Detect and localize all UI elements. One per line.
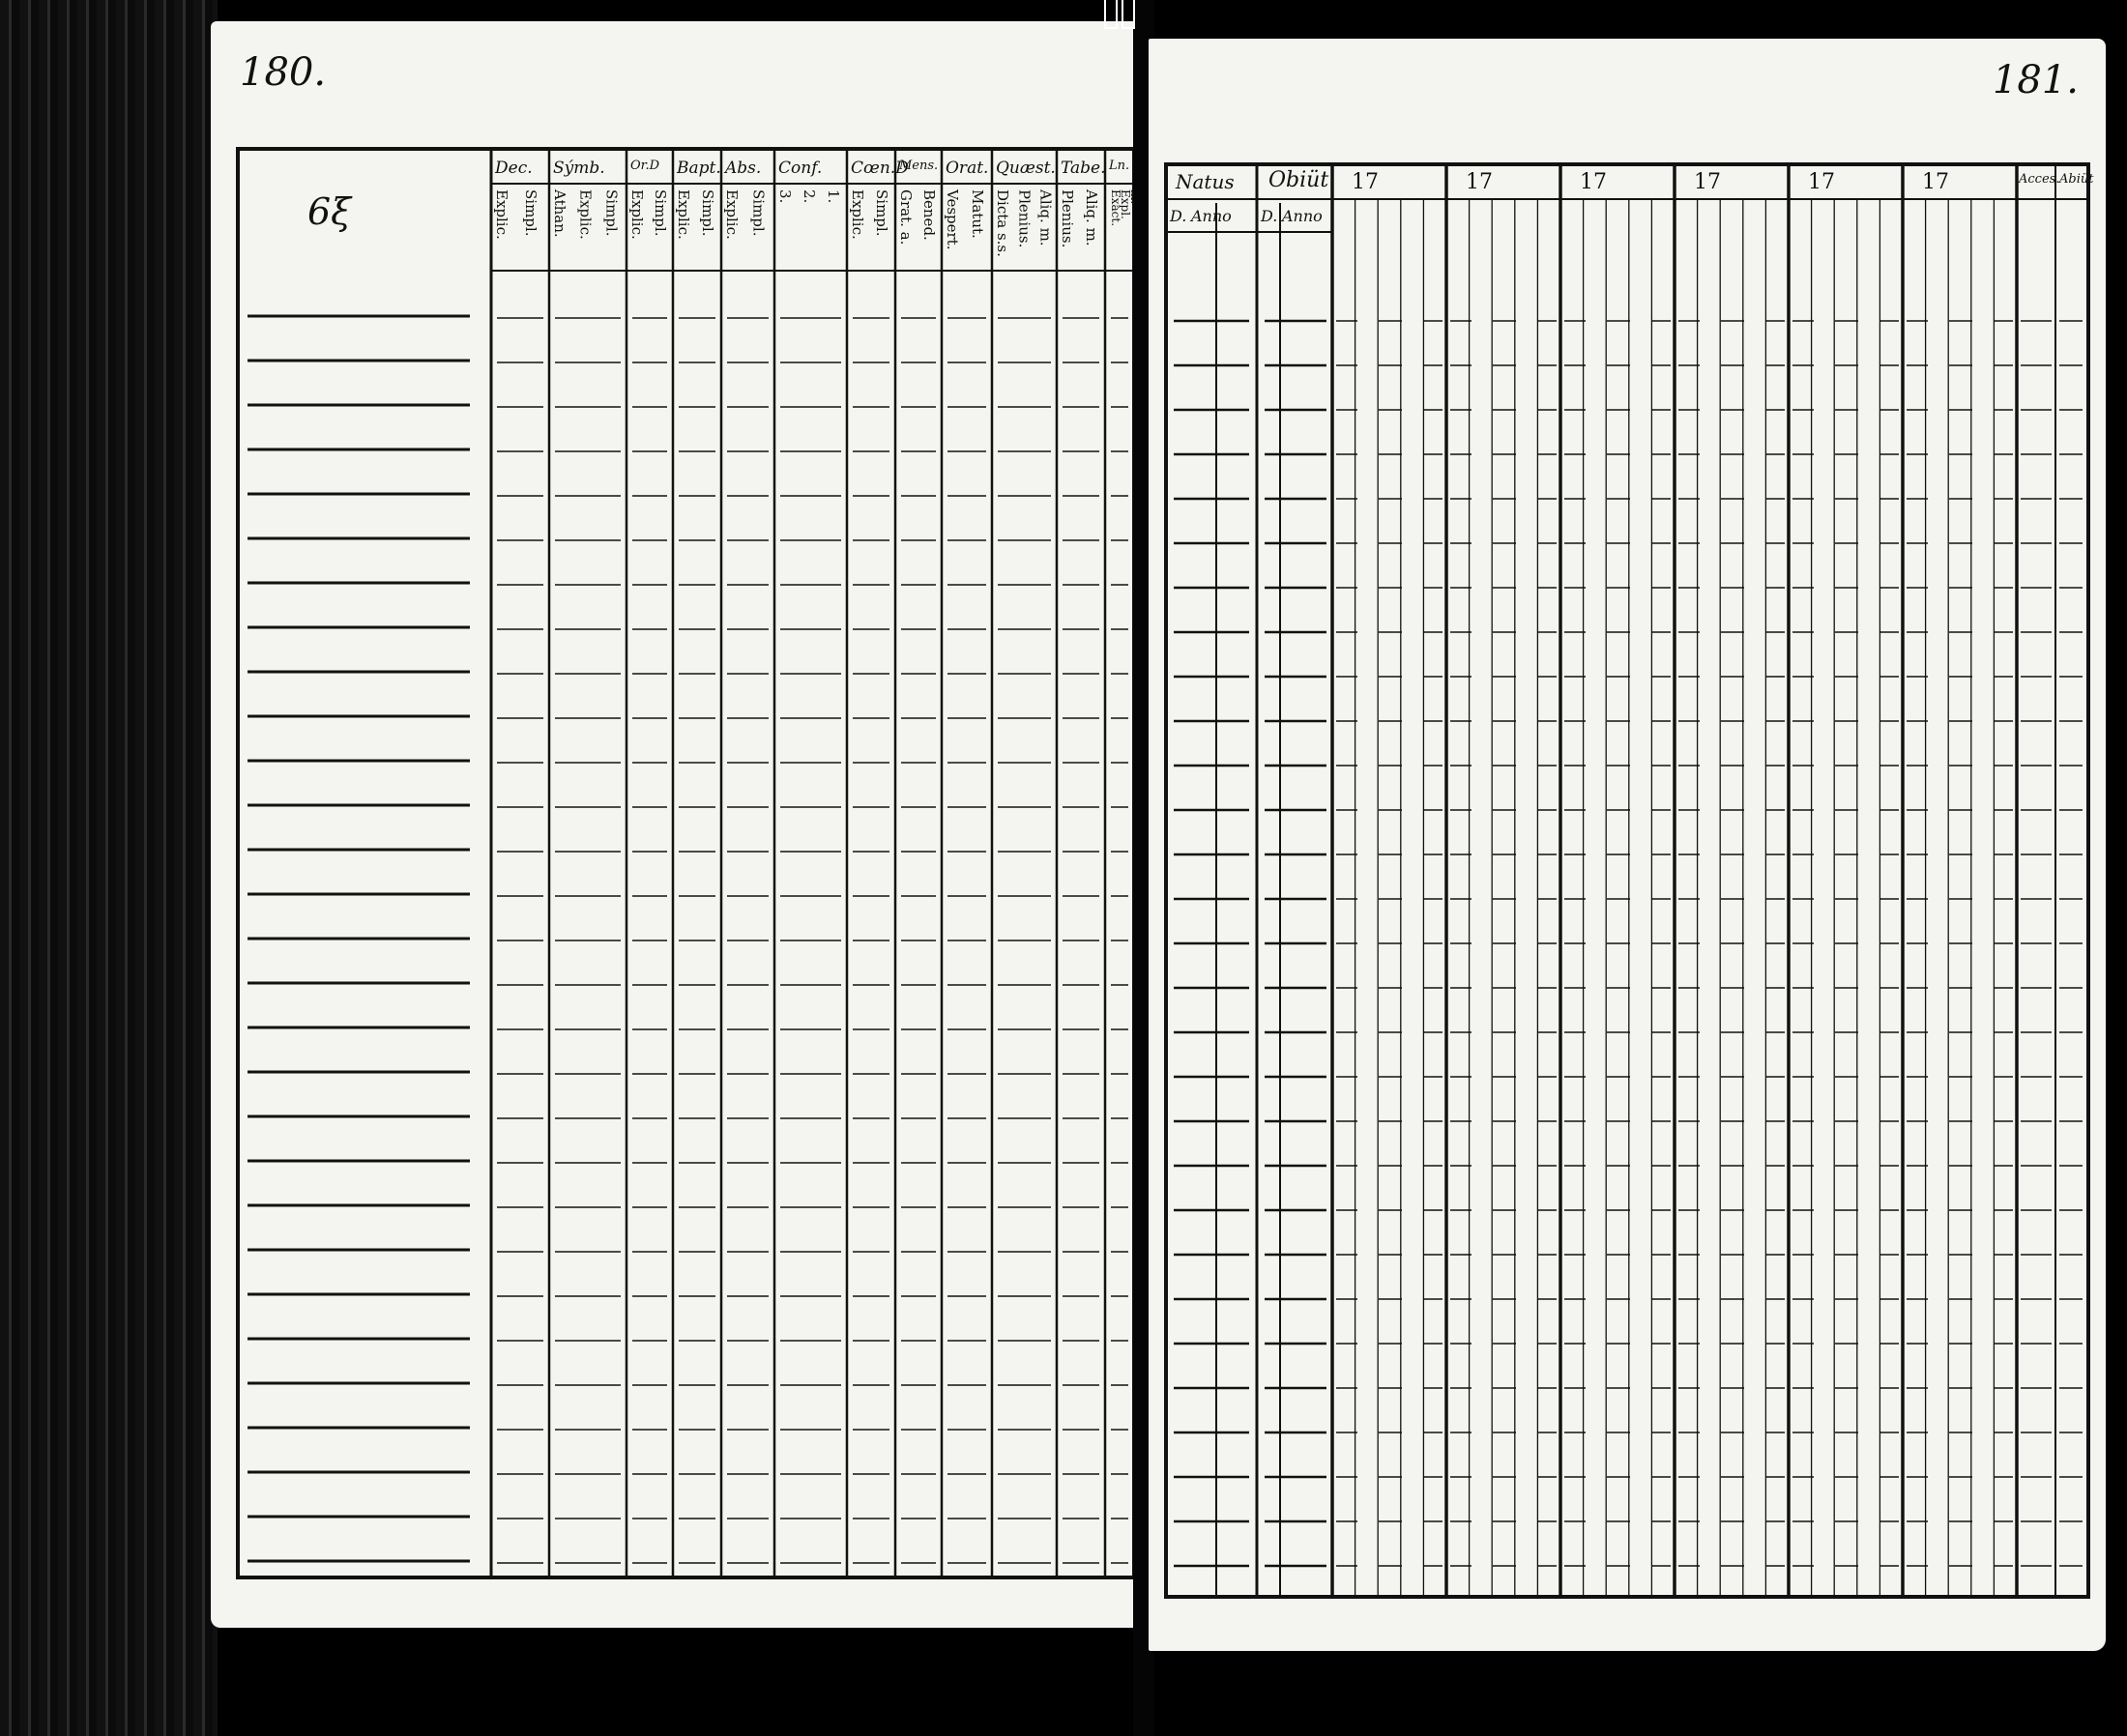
column-header: Or.D [630, 159, 659, 173]
year-header: 17 [1580, 170, 1607, 194]
natus-header: Natus [1176, 170, 1235, 193]
column-subheader: 3. [776, 189, 794, 204]
day-subheader: D. [1261, 207, 1278, 225]
page-number-left: 180. [240, 50, 327, 95]
column-header: Conf. [778, 159, 823, 178]
column-subheader: 1. [825, 189, 842, 204]
left-page [211, 21, 1137, 1628]
column-subheader: Aliq. m. [1036, 189, 1055, 246]
column-header: Sýmb. [553, 159, 605, 178]
column-header: Dec. [495, 159, 533, 178]
column-subheader: Simpl. [873, 189, 890, 237]
right-register-grid [1149, 39, 2106, 1651]
column-subheader: Explic. [675, 189, 692, 240]
column-subheader: Grat. a. [897, 189, 915, 246]
column-subheader: Explic. [576, 189, 595, 240]
column-subheader: Simpl. [652, 189, 669, 237]
column-header: Quæst. [996, 159, 1056, 178]
marginal-mark: 6ξ [307, 190, 352, 233]
abiit-header: Abiüt [2059, 172, 2094, 187]
book-edge-left [0, 0, 218, 1736]
year-header: 17 [1694, 170, 1721, 194]
anno-subheader: Anno [1191, 207, 1232, 225]
column-header: Abs. [725, 159, 762, 178]
column-subheader: Aliq. m. [1083, 189, 1100, 246]
column-subheader: Vespert. [944, 189, 961, 250]
binding-clip [1122, 0, 1135, 29]
column-header: Cœn.D [851, 159, 909, 178]
year-header: 17 [1808, 170, 1835, 194]
obiit-header: Obiüt [1268, 168, 1329, 192]
page-number-right: 181. [1992, 58, 2079, 102]
column-header: Orat. [946, 159, 989, 178]
right-table-border [1166, 164, 2088, 1597]
year-header: 17 [1352, 170, 1379, 194]
column-subheader: Simpl. [602, 189, 621, 237]
column-header: Mens. [899, 159, 939, 173]
column-subheader: Expl. [1119, 189, 1132, 219]
anno-subheader: Anno [1282, 207, 1323, 225]
column-subheader: Simpl. [522, 189, 539, 237]
column-subheader: Plenius. [1059, 189, 1076, 248]
binding-clip [1104, 0, 1118, 29]
column-subheader: Dicta s.s. [994, 189, 1011, 257]
column-header: Tabe. [1061, 159, 1106, 178]
column-subheader: Bened. [920, 189, 938, 241]
column-subheader: Explic. [493, 189, 510, 240]
accessit-header: Acces. [2019, 172, 2060, 187]
column-subheader: 2. [801, 189, 818, 204]
left-register-grid [211, 21, 1137, 1628]
column-subheader: Plenius. [1015, 189, 1034, 248]
column-subheader: Simpl. [749, 189, 768, 237]
year-header: 17 [1922, 170, 1949, 194]
column-subheader: Explic. [849, 189, 866, 240]
column-header: Bapt. [677, 159, 721, 178]
column-subheader: Explic. [723, 189, 741, 240]
year-header: 17 [1466, 170, 1493, 194]
column-header: Ln. [1109, 159, 1130, 173]
column-subheader: Matut. [969, 189, 986, 239]
column-subheader: Exact. [1109, 189, 1122, 227]
column-subheader: Athan. [551, 189, 568, 238]
column-subheader: Simpl. [699, 189, 716, 237]
right-page [1149, 39, 2106, 1651]
column-subheader: Explic. [628, 189, 646, 240]
day-subheader: D. [1170, 207, 1187, 225]
